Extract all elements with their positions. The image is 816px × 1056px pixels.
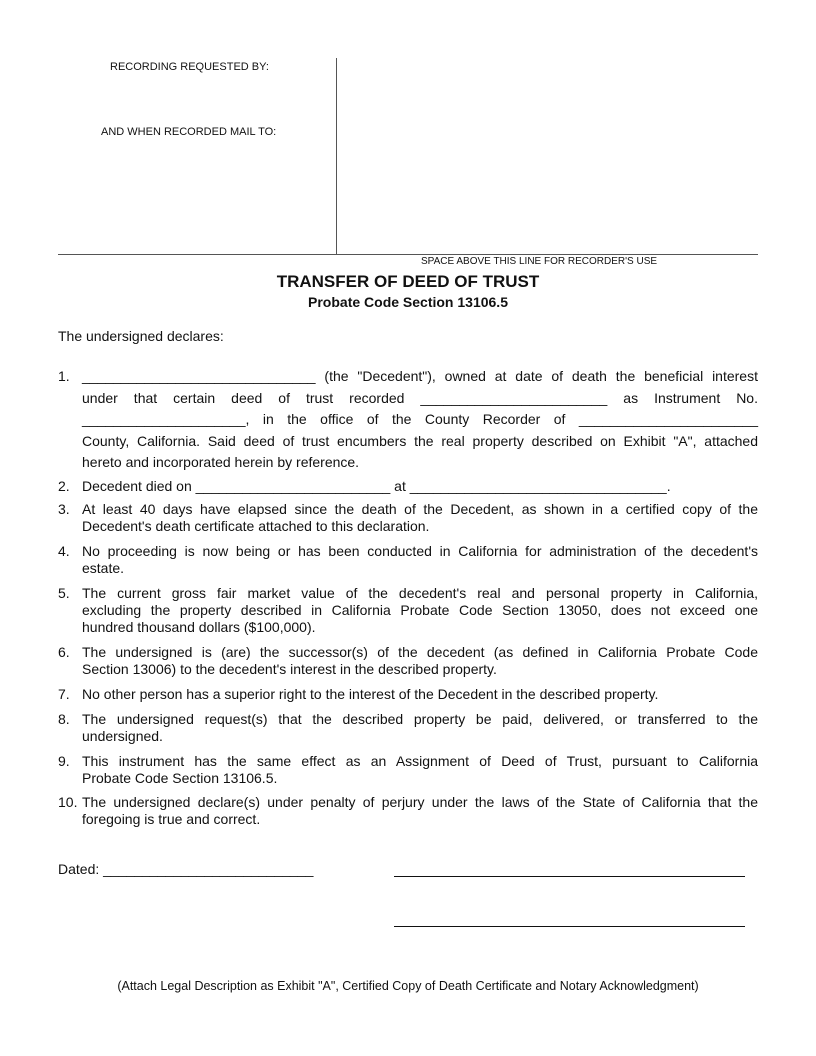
item-line: excluding the property described in California Probate Code Section 13050, does not exceed one xyxy=(82,602,758,618)
item-line: Probate Code Section 13106.5. xyxy=(82,770,278,786)
document-subtitle: Probate Code Section 13106.5 xyxy=(308,294,508,310)
item-line: under that certain deed of trust recorded ________________________ as Instrument No. xyxy=(82,389,758,406)
signature-line-1[interactable] xyxy=(394,876,745,877)
item-number: 6. xyxy=(58,644,70,660)
recorders-use-label: SPACE ABOVE THIS LINE FOR RECORDER'S USE xyxy=(421,256,658,267)
recorders-line xyxy=(58,254,758,255)
item-line: Section 13006) to the decedent's interest in the described property. xyxy=(82,661,497,677)
item-number: 1. xyxy=(58,368,70,384)
item-line: foregoing is true and correct. xyxy=(82,811,261,827)
item-line: At least 40 days have elapsed since the death of the Decedent, as shown in a certified copy of the xyxy=(82,501,758,517)
item-number: 7. xyxy=(58,686,70,702)
header-divider-vertical xyxy=(336,58,337,254)
item-line: County, California. Said deed of trust encumbers the real property described on Exhibit "A", attached xyxy=(82,432,758,449)
item-line: hundred thousand dollars ($100,000). xyxy=(82,619,316,635)
item-line: Decedent's death certificate attached to this declaration. xyxy=(82,518,430,534)
item-line: No other person has a superior right to the interest of the Decedent in the described property. xyxy=(82,686,659,702)
document-title: TRANSFER OF DEED OF TRUST xyxy=(276,272,540,291)
item-line: ______________________________ (the "Decedent"), owned at date of death the beneficial interest xyxy=(82,368,758,384)
item-number: 2. xyxy=(58,478,70,494)
item-number: 4. xyxy=(58,543,70,559)
item-number: 3. xyxy=(58,501,70,517)
mail-to-label: AND WHEN RECORDED MAIL TO: xyxy=(101,126,277,138)
item-number: 9. xyxy=(58,753,70,769)
item-line: The undersigned is (are) the successor(s) of the decedent (as defined in California Probate Code xyxy=(82,644,758,660)
dated-field[interactable]: Dated: ___________________________ xyxy=(58,861,314,877)
item-line: _____________________, in the office of the County Recorder of _______________________ xyxy=(82,411,758,427)
item-line: Decedent died on _________________________ at _________________________________. xyxy=(82,478,671,494)
item-line: This instrument has the same effect as an Assignment of Deed of Trust, pursuant to California xyxy=(82,753,758,769)
item-number: 8. xyxy=(58,711,70,727)
item-line: The current gross fair market value of the decedent's real and personal property in California, xyxy=(82,585,758,601)
item-line: The undersigned request(s) that the described property be paid, delivered, or transferred to the xyxy=(82,711,758,727)
item-number: 10. xyxy=(58,794,78,810)
footer-note: (Attach Legal Description as Exhibit "A", Certified Copy of Death Certificate and Notary Acknowledgment) xyxy=(117,979,699,993)
recording-requested-by-label: RECORDING REQUESTED BY: xyxy=(110,61,269,73)
item-number: 5. xyxy=(58,585,70,601)
item-line: No proceeding is now being or has been conducted in California for administration of the decedent's xyxy=(82,543,758,559)
item-line: The undersigned declare(s) under penalty of perjury under the laws of the State of California that the xyxy=(82,794,758,810)
item-line: hereto and incorporated herein by reference. xyxy=(82,454,360,470)
item-line: estate. xyxy=(82,560,125,576)
intro-text: The undersigned declares: xyxy=(58,328,224,344)
signature-line-2[interactable] xyxy=(394,926,745,927)
item-line: undersigned. xyxy=(82,728,163,744)
